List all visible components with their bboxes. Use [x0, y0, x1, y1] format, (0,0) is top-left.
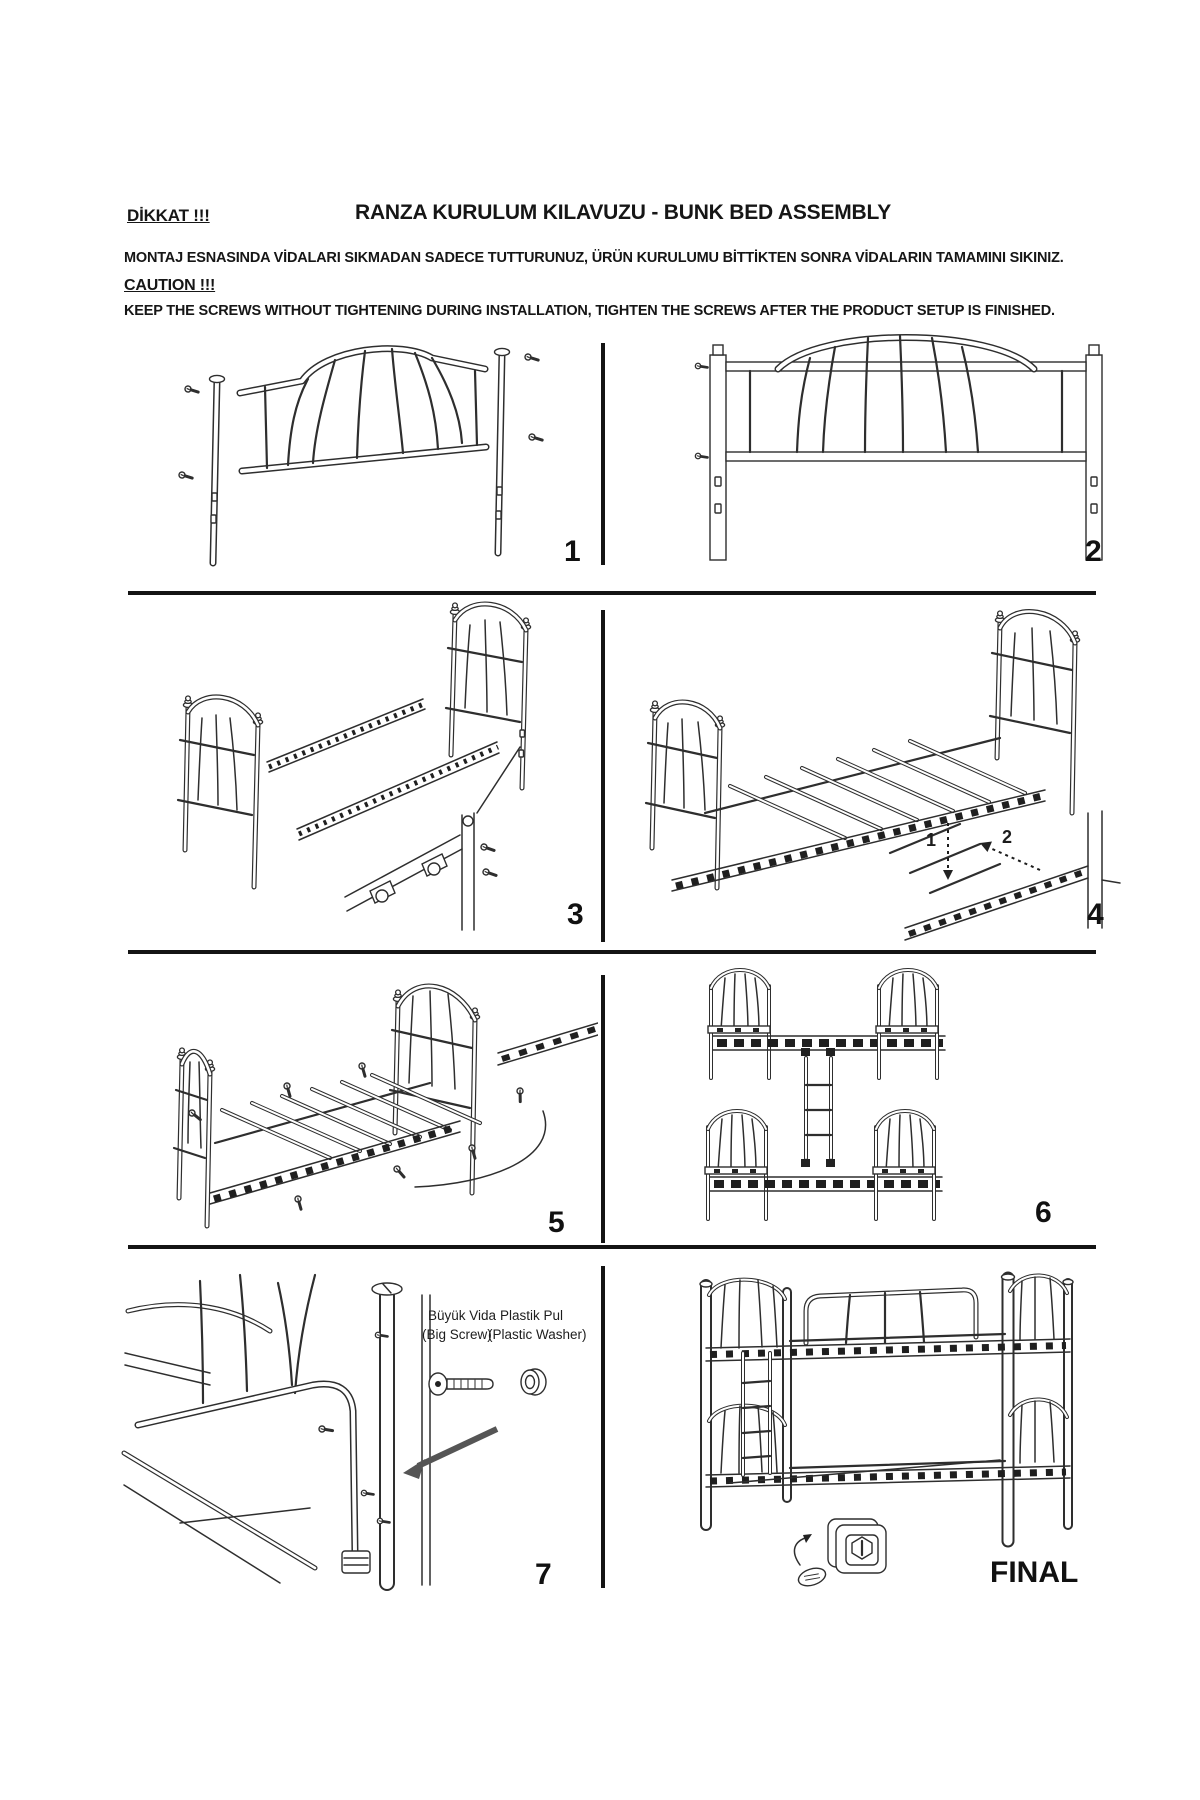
warning-text-english: KEEP THE SCREWS WITHOUT TIGHTENING DURING INSTALLATION, TIGHTEN THE SCREWS AFTER THE PRODUCT SETUP IS FINISHED. — [124, 303, 1055, 319]
step4-inset-label-2: 2 — [1002, 827, 1013, 847]
legend-washer-name-tr: Plastik Pul — [500, 1308, 564, 1323]
step7-number: 7 — [535, 1558, 552, 1591]
warning-text-turkish: MONTAJ ESNASINDA VİDALARI SIKMADAN SADECE TUTTURUNUZ, ÜRÜN KURULUMU BİTTİKTEN SONRA VİDALARIN TAMAMINI SIKINIZ. — [124, 250, 1064, 266]
step5-illustration — [120, 958, 598, 1245]
step7-illustration — [120, 1253, 598, 1600]
legend-washer-name-en: (Plastic Washer) — [488, 1327, 587, 1342]
step2-illustration — [608, 325, 1140, 590]
step1-illustration — [120, 325, 598, 590]
legend-screw-name-en: (Big Screw) — [422, 1327, 492, 1342]
horizontal-rule-1 — [128, 591, 1096, 595]
legend-screw-name-tr: Büyük Vida — [428, 1308, 497, 1323]
step6-illustration — [608, 958, 1140, 1245]
vertical-divider-row3 — [601, 975, 605, 1243]
step6-number: 6 — [1035, 1196, 1052, 1229]
step5-panel — [120, 958, 598, 1245]
warning-label-turkish: DİKKAT !!! — [127, 206, 210, 225]
horizontal-rule-2 — [128, 950, 1096, 954]
step1-panel — [120, 325, 598, 590]
step3-number: 3 — [567, 898, 584, 931]
warning-label-english: CAUTION !!! — [124, 277, 216, 294]
step4-inset-label-1: 1 — [926, 830, 937, 850]
vertical-divider-row2 — [601, 610, 605, 942]
step2-number: 2 — [1085, 535, 1102, 568]
final-illustration — [608, 1253, 1140, 1600]
step3-illustration — [120, 598, 598, 950]
step5-number: 5 — [548, 1206, 565, 1239]
step7-panel — [120, 1253, 598, 1600]
step4-illustration — [608, 598, 1140, 950]
step2-panel — [608, 325, 1140, 590]
vertical-divider-row1 — [601, 343, 605, 565]
final-panel — [608, 1253, 1140, 1600]
horizontal-rule-3 — [128, 1245, 1096, 1249]
final-label: FINAL — [990, 1556, 1079, 1589]
page-title: RANZA KURULUM KILAVUZU - BUNK BED ASSEMBLY — [355, 201, 892, 224]
step6-panel — [608, 958, 1140, 1245]
step3-panel — [120, 598, 598, 950]
step4-number: 4 — [1087, 898, 1104, 931]
step1-number: 1 — [564, 535, 581, 568]
vertical-divider-row4 — [601, 1266, 605, 1588]
step4-panel — [608, 598, 1140, 950]
